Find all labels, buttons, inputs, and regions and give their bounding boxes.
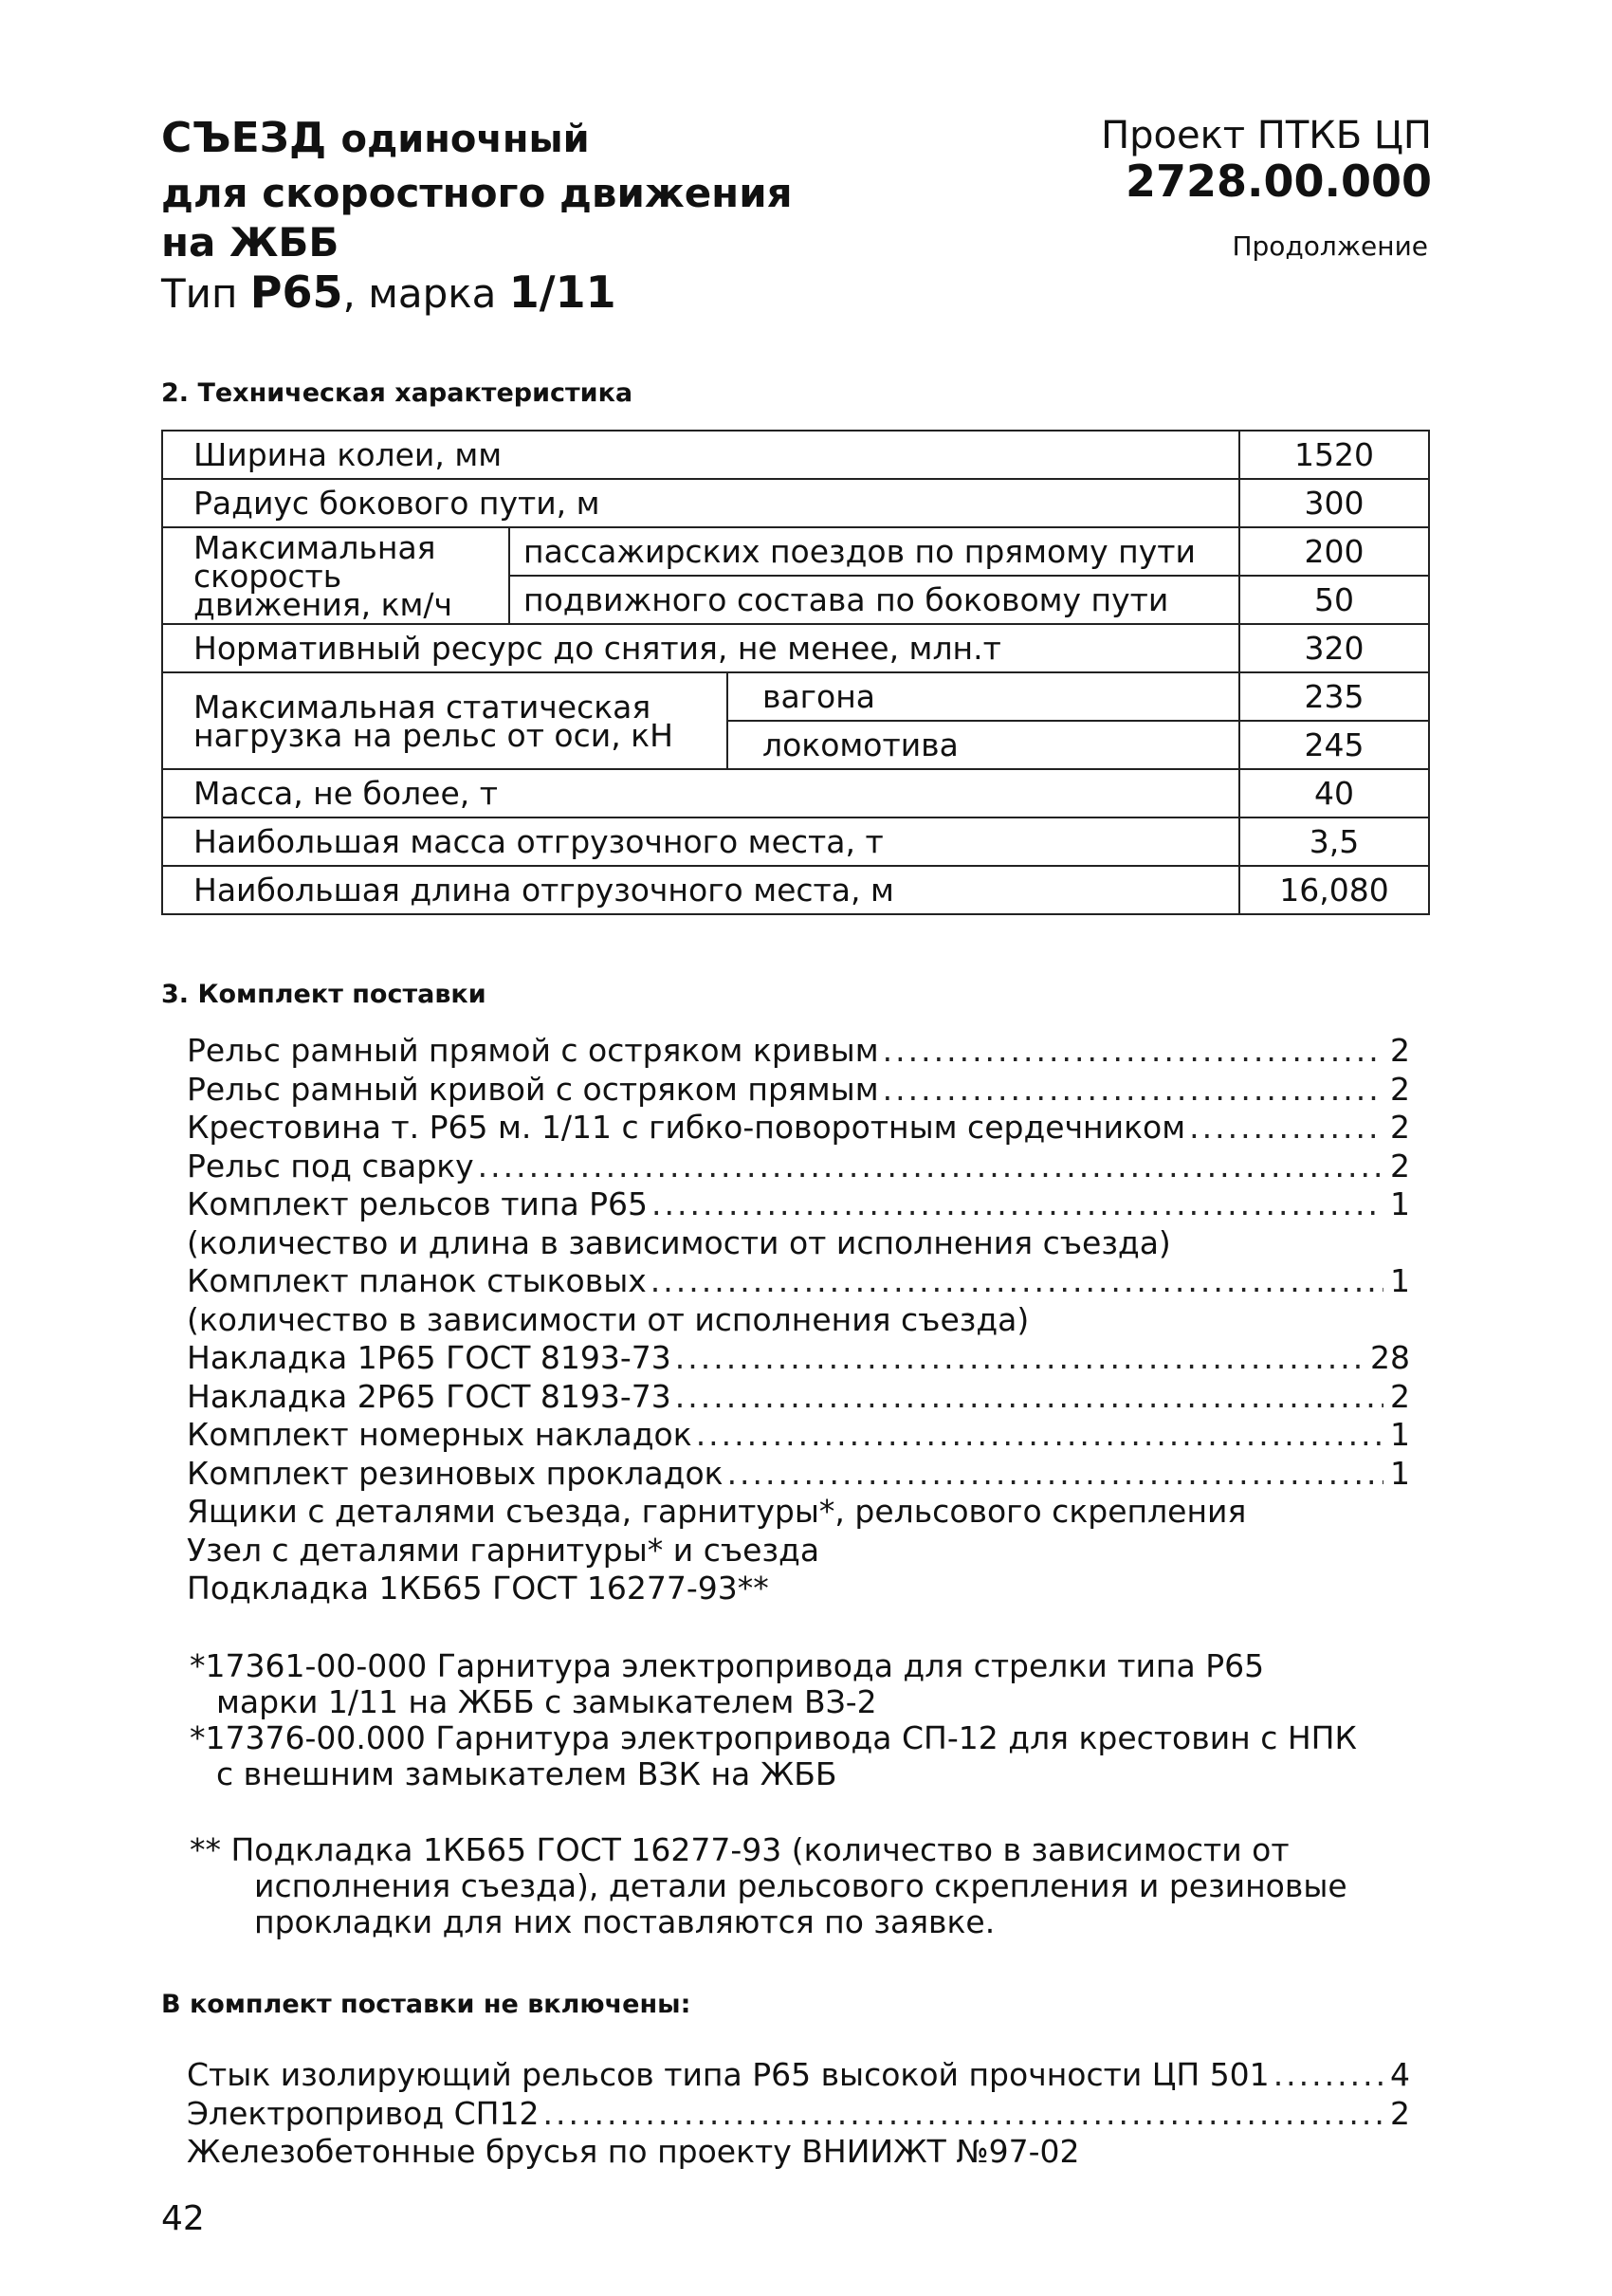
item-label: Комплект номерных накладок xyxy=(187,1416,692,1453)
table-row xyxy=(162,479,1429,527)
leader-dots xyxy=(650,1262,1383,1301)
title-line-2: для скоростного движения xyxy=(161,170,793,216)
item-label: Рельс рамный кривой с остряком прямым xyxy=(187,1070,879,1108)
list-item-note: (количество и длина в зависимости от исполнения съезда) xyxy=(187,1223,1171,1261)
leader-dots xyxy=(675,1339,1366,1378)
list-item-plain: Железобетонные брусья по проекту ВНИИЖТ №97-02 xyxy=(187,2133,1080,2170)
speed-label xyxy=(162,527,509,624)
speed-label-1: Максимальная xyxy=(193,528,436,566)
list-item xyxy=(187,1148,1410,1186)
item-label: Накладка 1Р65 ГОСТ 8193-73 xyxy=(187,1339,671,1376)
speed-pass-label: пассажирских поездов по прямому пути xyxy=(509,527,1239,576)
item-qty: 2 xyxy=(1390,1147,1410,1185)
leader-dots xyxy=(543,2095,1384,2134)
load-loco-value: 245 xyxy=(1239,721,1429,769)
table-row xyxy=(162,527,1429,576)
table-row xyxy=(162,866,1429,914)
footnote-3-line-3: прокладки для них поставляются по заявке. xyxy=(254,1903,996,1940)
list-item-note: (количество в зависимости от исполнения съезда) xyxy=(187,1300,1030,1338)
list-item xyxy=(187,1071,1410,1110)
item-qty: 2 xyxy=(1390,1032,1410,1069)
list-item xyxy=(187,1262,1410,1301)
leader-dots xyxy=(651,1185,1383,1224)
load-wagon-label: вагона xyxy=(727,672,1239,721)
list-item xyxy=(187,1032,1410,1071)
project-number: 2728.00.000 xyxy=(1125,156,1432,207)
table-row xyxy=(162,817,1429,866)
radius-value: 300 xyxy=(1239,479,1429,527)
footnote-2 xyxy=(190,1720,1357,1792)
leader-dots xyxy=(727,1455,1383,1494)
speed-side-label: подвижного состава по боковому пути xyxy=(509,576,1239,624)
type-value: Р65 xyxy=(249,266,343,318)
item-qty: 1 xyxy=(1390,1262,1410,1299)
list-item xyxy=(187,1416,1410,1455)
item-qty: 1 xyxy=(1390,1416,1410,1453)
table-row xyxy=(162,431,1429,479)
table-row xyxy=(162,672,1429,721)
load-label-1: Максимальная статическая xyxy=(193,688,651,726)
footnote-3-line-1: ** Подкладка 1КБ65 ГОСТ 16277-93 (количество в зависимости от xyxy=(190,1831,1290,1868)
load-label xyxy=(162,672,727,769)
list-item xyxy=(187,1109,1410,1148)
ship-len-label: Наибольшая длина отгрузочного места, м xyxy=(162,866,1239,914)
item-label: Комплект резиновых прокладок xyxy=(187,1454,724,1492)
footnote-2-line-1: *17376-00.000 Гарнитура электропривода СП-12 для крестовин с НПК xyxy=(190,1719,1357,1756)
item-label: Рельс под сварку xyxy=(187,1147,474,1185)
list-item xyxy=(187,1378,1410,1417)
ship-len-value: 16,080 xyxy=(1239,866,1429,914)
list-item xyxy=(187,2095,1410,2134)
item-label: Комплект планок стыковых xyxy=(187,1262,647,1299)
item-label: Рельс рамный прямой с остряком кривым xyxy=(187,1032,879,1069)
item-qty: 1 xyxy=(1390,1185,1410,1222)
item-qty: 2 xyxy=(1390,1377,1410,1415)
page-number: 42 xyxy=(161,2199,205,2238)
title-line-1 xyxy=(161,112,590,166)
grade-prefix: , марка xyxy=(342,270,497,317)
load-label-2: нагрузка на рельс от оси, кН xyxy=(193,716,673,754)
footnote-2-line-2: с внешним замыкателем ВЗК на ЖББ xyxy=(216,1755,837,1792)
speed-label-2: скорость xyxy=(193,557,342,595)
list-item xyxy=(187,2056,1410,2095)
continuation-label: Продолжение xyxy=(1232,230,1428,262)
specs-heading: 2. Техническая характеристика xyxy=(161,378,633,408)
leader-dots xyxy=(883,1071,1383,1110)
item-label: Крестовина т. Р65 м. 1/11 с гибко-поворотным сердечником xyxy=(187,1109,1186,1146)
speed-side-value: 50 xyxy=(1239,576,1429,624)
item-qty: 2 xyxy=(1390,1070,1410,1108)
gauge-value: 1520 xyxy=(1239,431,1429,479)
supply-heading: 3. Комплект поставки xyxy=(161,980,486,1009)
leader-dots xyxy=(1189,1109,1383,1148)
item-qty: 4 xyxy=(1390,2056,1410,2093)
table-row xyxy=(162,769,1429,817)
footnote-1 xyxy=(190,1648,1264,1720)
speed-pass-value: 200 xyxy=(1239,527,1429,576)
list-item xyxy=(187,1455,1410,1494)
item-qty: 2 xyxy=(1390,2094,1410,2132)
footnote-1-line-1: *17361-00-000 Гарнитура электропривода для стрелки типа Р65 xyxy=(190,1647,1265,1684)
resource-label: Нормативный ресурс до снятия, не менее, млн.т xyxy=(162,624,1239,672)
footnote-3-line-2: исполнения съезда), детали рельсового скрепления и резиновые xyxy=(254,1867,1347,1904)
mass-value: 40 xyxy=(1239,769,1429,817)
project-label: Проект ПТКБ ЦП xyxy=(1101,114,1432,157)
list-item-plain: Подкладка 1КБ65 ГОСТ 16277-93** xyxy=(187,1570,769,1607)
excluded-heading: В комплект поставки не включены: xyxy=(161,1990,691,2019)
title-line-3: на ЖББ xyxy=(161,219,339,266)
list-item-plain: Узел с деталями гарнитуры* и съезда xyxy=(187,1531,820,1569)
type-prefix: Тип xyxy=(161,270,238,317)
leader-dots xyxy=(675,1378,1383,1417)
item-qty: 1 xyxy=(1390,1454,1410,1492)
resource-value: 320 xyxy=(1239,624,1429,672)
list-item xyxy=(187,1185,1410,1224)
item-label: Накладка 2Р65 ГОСТ 8193-73 xyxy=(187,1377,671,1415)
mass-label: Масса, не более, т xyxy=(162,769,1239,817)
radius-label: Радиус бокового пути, м xyxy=(162,479,1239,527)
title-word: СЪЕЗД xyxy=(161,114,327,162)
item-label: Электропривод СП12 xyxy=(187,2094,540,2132)
ship-mass-label: Наибольшая масса отгрузочного места, т xyxy=(162,817,1239,866)
excluded-list xyxy=(187,2056,1410,2172)
leader-dots xyxy=(883,1032,1383,1071)
type-grade-line xyxy=(161,264,616,322)
grade-value: 1/11 xyxy=(508,266,616,318)
specs-table xyxy=(161,430,1430,915)
leader-dots xyxy=(478,1148,1383,1186)
item-qty: 2 xyxy=(1390,1109,1410,1146)
table-row xyxy=(162,624,1429,672)
ship-mass-value: 3,5 xyxy=(1239,817,1429,866)
title-rest: одиночный xyxy=(340,118,590,161)
item-label: Стык изолирующий рельсов типа Р65 высокой прочности ЦП 501 xyxy=(187,2056,1270,2093)
supply-list xyxy=(187,1032,1410,1608)
footnote-3 xyxy=(190,1832,1347,1940)
speed-label-3: движения, км/ч xyxy=(193,585,453,623)
load-wagon-value: 235 xyxy=(1239,672,1429,721)
item-label: Комплект рельсов типа Р65 xyxy=(187,1185,649,1222)
leader-dots xyxy=(696,1416,1383,1455)
load-loco-label: локомотива xyxy=(727,721,1239,769)
item-qty: 28 xyxy=(1370,1339,1410,1376)
list-item xyxy=(187,1339,1410,1378)
gauge-label: Ширина колеи, мм xyxy=(162,431,1239,479)
leader-dots xyxy=(1273,2056,1383,2095)
list-item-plain: Ящики с деталями съезда, гарнитуры*, рельсового скрепления xyxy=(187,1493,1247,1530)
footnote-1-line-2: марки 1/11 на ЖББ с замыкателем ВЗ-2 xyxy=(216,1683,877,1720)
